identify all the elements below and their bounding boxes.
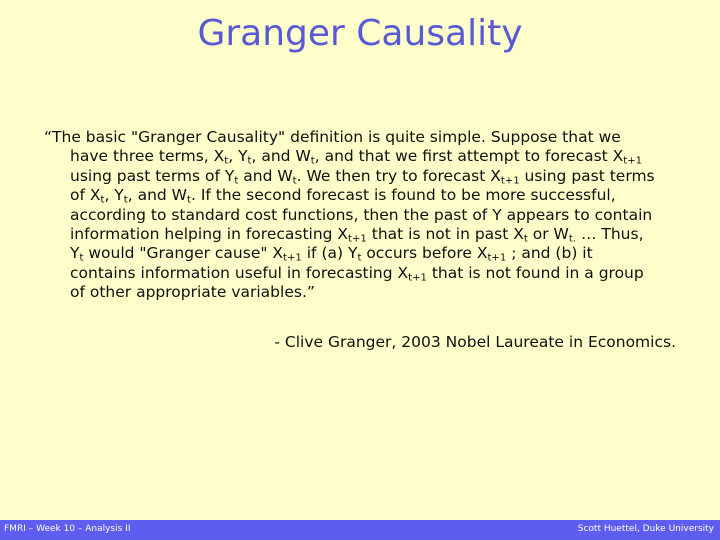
quote-line [70, 186, 710, 205]
quote-text: occurs before X [361, 244, 488, 263]
subscript: t [310, 155, 315, 167]
attribution: - Clive Granger, 2003 Nobel Laureate in Economics. [274, 333, 676, 351]
subscript: t+1 [348, 233, 367, 245]
subscript: t+1 [500, 175, 520, 187]
quote-text: that is not in past X [366, 225, 524, 244]
quote-text: … Thus, [576, 225, 644, 244]
quote-block [44, 128, 710, 303]
quote-text: according to standard cost functions, then the past of Y appears to contain [70, 205, 653, 224]
slide-title: Granger Causality [197, 13, 523, 54]
quote-text: and W [238, 166, 293, 185]
quote-text: or W [527, 225, 569, 244]
quote-text: . If the second forecast is found to be more successful, [190, 186, 616, 205]
quote-line [44, 128, 710, 147]
quote-text: using past terms [519, 166, 655, 185]
quote-line [70, 206, 710, 225]
quote-text: information helping in forecasting X [70, 225, 349, 244]
quote-text: . We then try to forecast X [296, 166, 501, 185]
subscript: t [79, 252, 84, 264]
quote-line [70, 264, 710, 283]
subscript: t. [568, 233, 577, 245]
subscript: t [247, 155, 252, 167]
subscript: t [357, 252, 362, 264]
subscript: t+1 [408, 272, 427, 284]
quote-text: , Y [104, 186, 124, 205]
quote-text: ; and (b) it [506, 244, 593, 263]
quote-text: of X [70, 186, 101, 205]
subscript: t [100, 194, 105, 206]
quote-text: , and that we first attempt to forecast X [314, 147, 624, 166]
quote-line [70, 244, 710, 263]
footer-bar [0, 520, 720, 540]
quote-text: if (a) Y [301, 244, 358, 263]
subscript: t+1 [283, 252, 302, 264]
quote-text: , and W [127, 186, 188, 205]
subscript: t [234, 175, 239, 187]
footer-author-label: Scott Huettel, Duke University [577, 524, 714, 534]
subscript: t [224, 155, 229, 167]
subscript: t [123, 194, 128, 206]
quote-text: , and W [251, 147, 311, 166]
quote-line [70, 147, 710, 166]
footer-course-label: FMRI – Week 10 – Analysis II [4, 524, 131, 534]
quote-text: of other appropriate variables.” [70, 283, 315, 302]
quote-text: “The basic "Granger Causality" definition is quite simple. Suppose that we [44, 128, 621, 146]
quote-text: have three terms, X [70, 147, 225, 166]
quote-text: , Y [228, 147, 248, 166]
subscript: t [292, 175, 297, 187]
subscript: t [187, 194, 191, 206]
quote-text: using past terms of Y [70, 166, 235, 185]
quote-text: that is not found in a group [426, 263, 644, 282]
quote-line [70, 225, 710, 244]
subscript: t [523, 233, 528, 245]
quote-text: Y [70, 244, 80, 263]
quote-text: would "Granger cause" X [83, 244, 284, 263]
quote-line [70, 283, 710, 302]
subscript: t+1 [623, 155, 643, 167]
quote-line [70, 167, 710, 186]
subscript: t+1 [487, 252, 507, 264]
quote-text: contains information useful in forecasting X [70, 263, 409, 282]
